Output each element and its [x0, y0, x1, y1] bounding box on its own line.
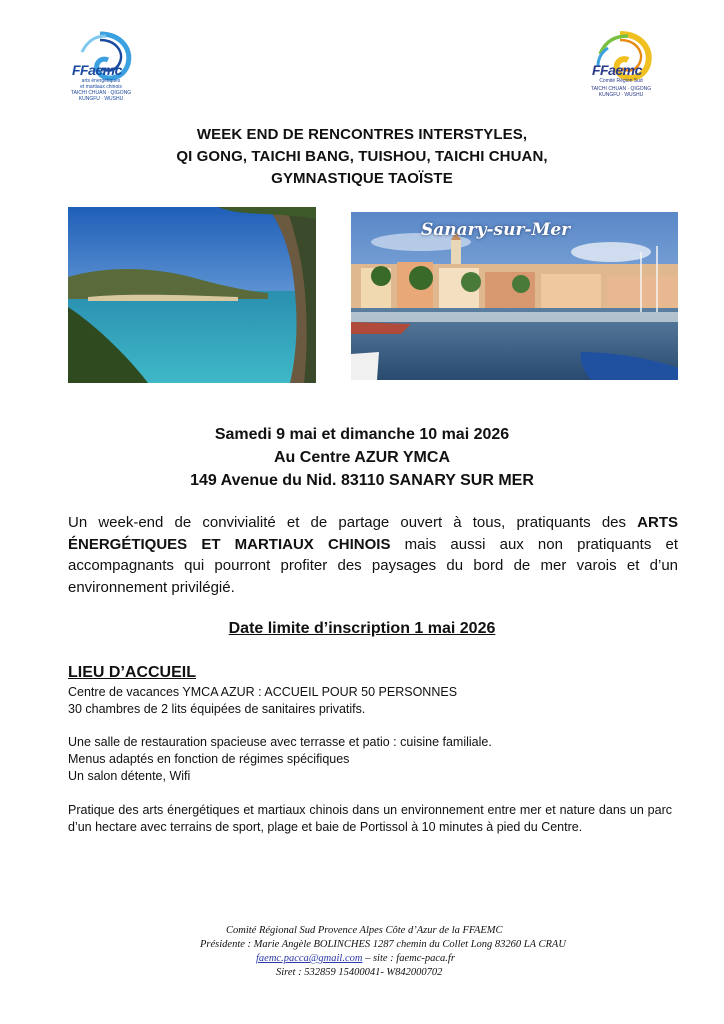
accueil-details: [68, 684, 672, 718]
registration-deadline: Date limite d’inscription 1 mai 2026: [228, 620, 496, 637]
ffaemc-logo-left: [62, 26, 138, 102]
logo-tagline: KUNGFU · WUSHU: [78, 96, 124, 102]
title-line: QI GONG, TAICHI BANG, TUISHOU, TAICHI CHUAN,: [176, 148, 548, 165]
footer-org: Comité Régional Sud Provence Alpes Côte d’Azur de la FFAEMC: [226, 925, 503, 936]
email-link[interactable]: faemc.pacca@gmail.com: [256, 953, 363, 964]
accueil-line: Une salle de restauration spacieuse avec terrasse et patio : cuisine familiale.: [68, 735, 492, 749]
page-title: [60, 124, 664, 190]
accueil-line: Un salon détente, Wifi: [68, 769, 191, 784]
logo-tagline: TAICHI CHUAN · QIGONG: [70, 90, 132, 96]
event-address: 149 Avenue du Nid. 83110 SANARY SUR MER: [190, 472, 534, 489]
logo-brand: FFaemc: [72, 62, 122, 78]
accueil-line: 30 chambres de 2 lits équipées de sanitaires privatifs.: [68, 702, 366, 717]
accueil-line: Menus adaptés en fonction de régimes spécifiques: [68, 752, 350, 767]
footer: [190, 924, 650, 980]
site-text: – site : faemc-paca.fr: [362, 953, 455, 964]
restaurant-details: [68, 734, 672, 786]
logo-tagline: TAICHI CHUAN · QIGONG: [590, 86, 652, 92]
logo-tagline: KUNGFU · WUSHU: [598, 92, 644, 98]
event-venue: Au Centre AZUR YMCA: [273, 449, 450, 466]
ffaemc-logo-right: [582, 26, 658, 102]
practice-paragraph: Pratique des arts énergétiques et martiaux chinois dans un environnement entre mer et nature dans un parc d’un hectare avec terrains de sport, plage et baie de Portissol à 10 minutes à pied du Centre.: [68, 803, 672, 835]
section-heading: LIEU D’ACCUEIL: [68, 664, 196, 681]
logo-tagline: et martiaux chinois: [80, 84, 122, 90]
photo-caption: Sanary-sur-Mer: [421, 220, 571, 240]
footer-siret: Siret : 532859 15400041- W842000702: [276, 967, 443, 978]
footer-president: Présidente : Marie Angèle BOLINCHES 1287 chemin du Collet Long 83260 LA CRAU: [200, 939, 566, 950]
logo-tagline: Comité Région Sud: [599, 78, 643, 84]
intro-highlight: ARTS ÉNERGÉTIQUES ET MARTIAUX CHINOIS: [68, 514, 678, 553]
intro-paragraph: [68, 512, 678, 598]
intro-text: Un week-end de convivialité et de partage ouvert à tous, pratiquants des: [68, 514, 638, 531]
bay-landscape-photo: [68, 207, 316, 383]
title-line: WEEK END DE RENCONTRES INTERSTYLES,: [196, 126, 528, 143]
logo-tagline: arts énergétiques: [81, 78, 121, 84]
logo-brand: FFaemc: [592, 62, 642, 78]
footer-contact: [256, 952, 650, 966]
intro-text: mais aussi aux non pratiquants et accompagnants qui pourront profiter des paysages du bord de mer varois et d’un environnement privilégié.: [68, 535, 678, 596]
event-dates: Samedi 9 mai et dimanche 10 mai 2026: [214, 426, 510, 443]
accueil-line: Centre de vacances YMCA AZUR : ACCUEIL POUR 50 PERSONNES: [68, 685, 458, 699]
sanary-harbor-photo: [351, 212, 678, 380]
title-line: GYMNASTIQUE TAOÏSTE: [271, 170, 453, 187]
event-info: [60, 423, 664, 492]
